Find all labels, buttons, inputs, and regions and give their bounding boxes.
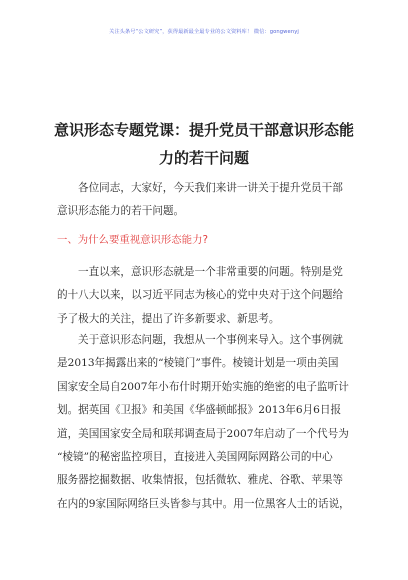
intro-paragraph	[57, 177, 357, 224]
paragraph-2-line-2: 是2013年揭露出来的“棱镜门”事件。棱镜计划是一项由美国	[57, 357, 339, 370]
paragraph-2-line-4: 划。据英国《卫报》和美国《华盛顿邮报》2013年6月6日报	[57, 404, 342, 417]
intro-line-1: 各位同志，大家好，今天我们来讲一讲关于提升党员干部	[78, 182, 343, 194]
paragraph-2-line-5: 道，美国国家安全局和联邦调查局于2007年启动了一个代号为	[57, 427, 349, 440]
paragraph-2	[57, 329, 357, 516]
paragraph-2-line-6: “棱镜”的秘密监控项目，直接进入美国网际网路公司的中心	[57, 450, 333, 463]
paragraph-1-line-2: 的十八大以来，以习近平同志为核心的党中央对于这个问题给	[57, 289, 344, 302]
paragraph-2-line-7: 服务器挖掘数据、收集情报，包括微软、雅虎、谷歌、苹果等	[57, 474, 344, 487]
paragraph-2-line-8: 在内的9家国际网络巨头皆参与其中。用一位黑客人士的话说，	[57, 497, 350, 510]
header-promo-note: 关注头条号“公文研究”，获得最新最全最专业的公文资料库！ 微信：gongwenyj	[109, 29, 299, 35]
paragraph-1-line-3: 予了极大的关注，提出了许多新要求、新思考。	[57, 312, 280, 325]
paragraph-2-line-1: 关于意识形态问题，我想从一个事例来导入。这个事例就	[78, 334, 343, 346]
document-title-line-1: 意识形态专题党课：提升党员干部意识形态能	[53, 121, 354, 139]
paragraph-2-line-3: 国家安全局自2007年小布什时期开始实施的绝密的电子监听计	[57, 380, 349, 393]
document-title-line-2: 力的若干问题	[158, 149, 249, 167]
paragraph-1-line-1: 一直以来，意识形态就是一个非常重要的问题。特别是党	[78, 266, 343, 278]
paragraph-1	[57, 261, 357, 331]
section-1-heading: 一、为什么要重视意识形态能力?	[57, 234, 208, 246]
intro-line-2: 意识形态能力的若干问题。	[57, 205, 185, 218]
